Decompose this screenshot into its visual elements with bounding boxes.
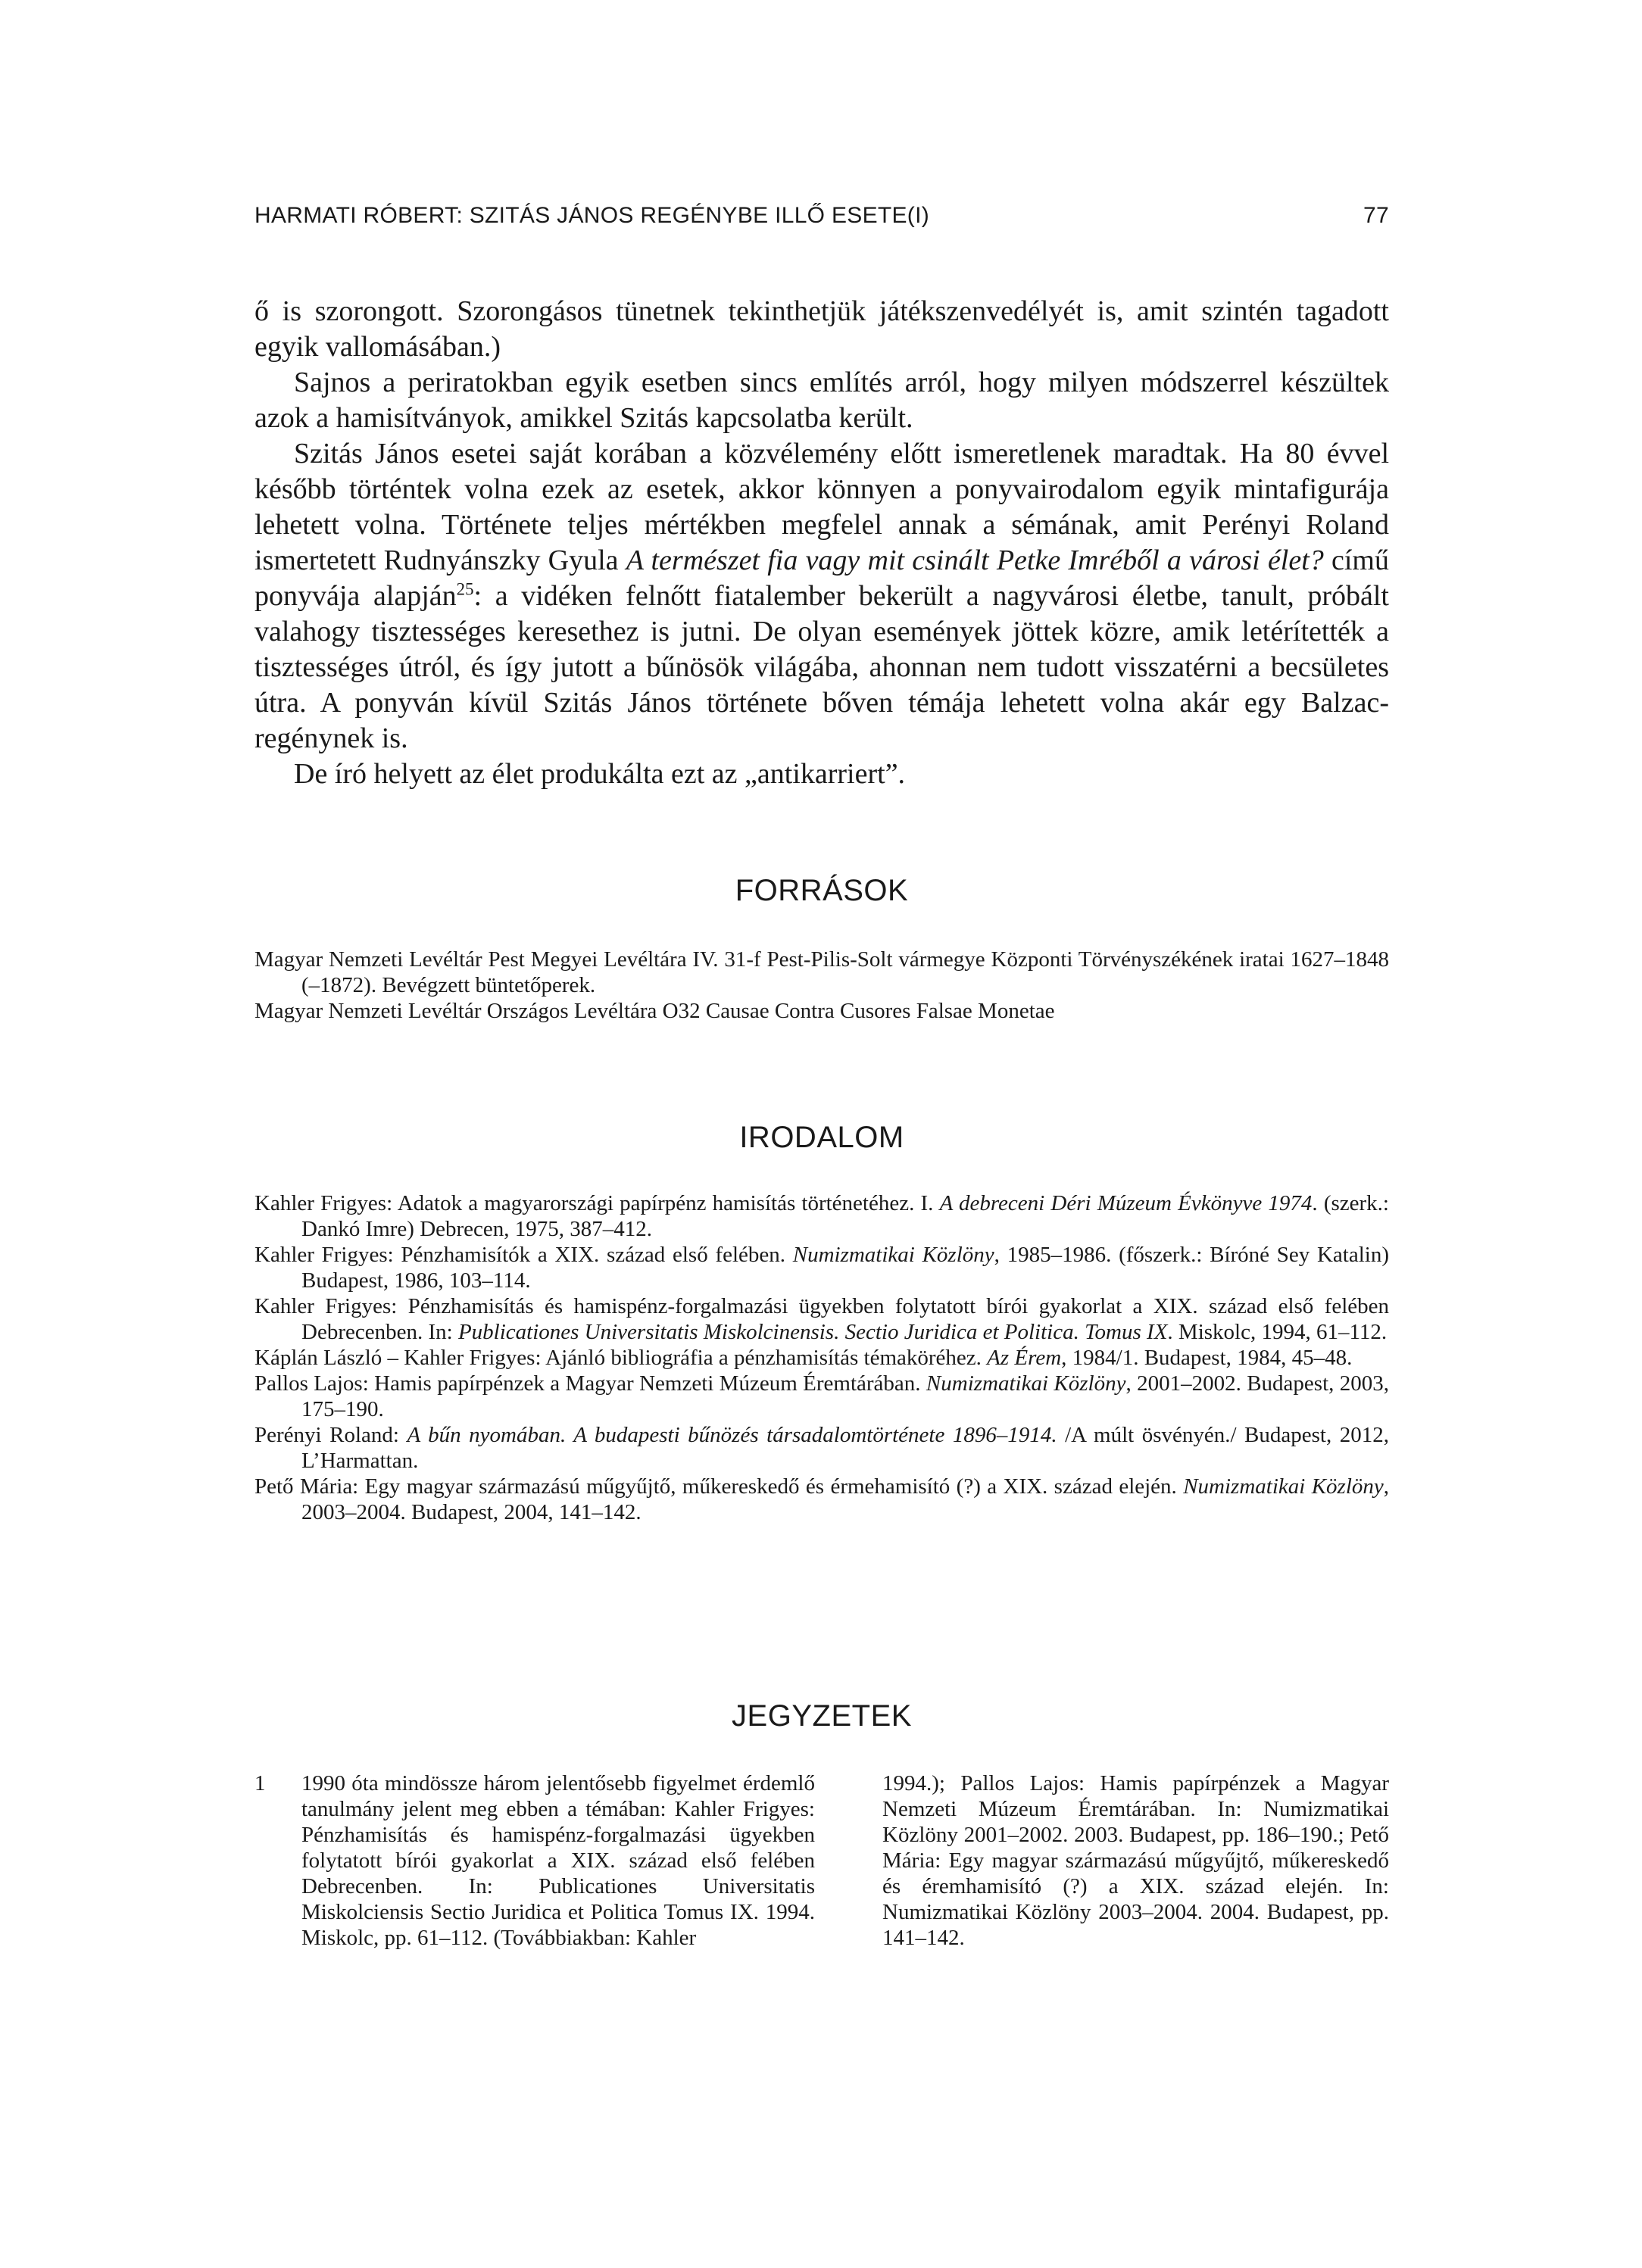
ref-text: Pető Mária: Egy magyar származású műgyűjtő, műkereskedő és érmehamisító (?) a XIX. század elején. bbox=[254, 1474, 1184, 1499]
notes-right-column: 1994.); Pallos Lajos: Hamis papírpénzek a Magyar Nemzeti Múzeum Éremtárában. In: Numizmatikai Közlöny 2001–2002. 2003. Budapest, pp. 186–190.; Pető Mária: Egy magyar származású műgyűjtő, műkereskedő és éremhamisító (?) a XIX. század elején. In: Numizmatikai Közlöny 2003–2004. 2004. Budapest, pp. 141–142. bbox=[882, 1771, 1389, 1950]
ref-italic: A bűn nyomában. A budapesti bűnözés társadalomtörténete 1896–1914. bbox=[407, 1423, 1057, 1447]
ref-text: , 1984/1. Budapest, 1984, 45–48. bbox=[1061, 1346, 1353, 1370]
ref-text: Káplán László – Kahler Frigyes: Ajánló bibliográfia a pénzhamisítás témaköréhez. bbox=[254, 1346, 988, 1370]
reference-item bbox=[254, 1371, 1389, 1422]
reference-item bbox=[254, 1242, 1389, 1293]
literature-heading: IRODALOM bbox=[739, 1121, 904, 1154]
paragraph bbox=[254, 436, 1389, 757]
ref-italic: Numizmatikai Közlöny bbox=[1183, 1474, 1384, 1499]
reference-item bbox=[254, 1190, 1389, 1242]
reference-item bbox=[254, 1345, 1389, 1371]
ref-text: . (szerk.: Dankó Imre) Debrecen, 1975, 387–412. bbox=[301, 1191, 1389, 1241]
ref-italic: A debreceni Déri Múzeum Évkönyve 1974 bbox=[939, 1191, 1313, 1215]
sources-list bbox=[254, 947, 1389, 1024]
ref-text: Kahler Frigyes: Pénzhamisítás és hamispénz-forgalmazási ügyekben folytatott bírói gyakorlat a XIX. század első felében Debrecenben. In: bbox=[254, 1294, 1389, 1344]
running-title: HARMATI RÓBERT: SZITÁS JÁNOS REGÉNYBE ILLŐ ESETE(I) bbox=[254, 203, 930, 228]
paragraph: ő is szorongott. Szorongásos tünetnek tekinthetjük játékszenvedélyét is, amit szintén tagadott egyik vallomásában.) bbox=[254, 295, 1389, 363]
ref-text: Kahler Frigyes: Adatok a magyarországi papírpénz hamisítás történetéhez. I. bbox=[254, 1191, 940, 1215]
note-text: 1990 óta mindössze három jelentősebb figyelmet érdemlő tanulmány jelent meg ebben a témában: Kahler Frigyes: Pénzhamisítás és hamispénz-forgalmazási ügyekben folytatott bírói gyakorlat a XIX. század első felében Debrecenben. In: Publicationes Universitatis Miskolciensis Sectio Juridica et Politica Tomus IX. 1994. Miskolc, pp. 61–112. (Továbbiakban: Kahler bbox=[301, 1771, 815, 1950]
italic-title: A természet fia vagy mit csinált Petke Imréből a városi élet? bbox=[626, 544, 1324, 576]
ref-italic: Publicationes Universitatis Miskolcinensis. Sectio Juridica et Politica. Tomus IX bbox=[457, 1320, 1168, 1344]
paragraph: De író helyett az élet produkálta ezt az „antikarriert”. bbox=[294, 758, 906, 790]
page-number: 77 bbox=[1363, 203, 1389, 228]
ref-italic: Numizmatikai Közlöny bbox=[792, 1243, 994, 1267]
ref-text: Kahler Frigyes: Pénzhamisítók a XIX. század első felében. bbox=[254, 1243, 793, 1267]
literature-list bbox=[254, 1190, 1389, 1525]
ref-text: Perényi Roland: bbox=[254, 1423, 407, 1447]
source-item: Magyar Nemzeti Levéltár Pest Megyei Levéltára IV. 31-f Pest-Pilis-Solt vármegye Központi Törvényszékének iratai 1627–1848 (–1872). Bevégzett büntetőperek. bbox=[254, 947, 1389, 997]
notes-heading: JEGYZETEK bbox=[732, 1699, 912, 1733]
footnote-ref: 25 bbox=[456, 579, 474, 599]
ref-text: Pallos Lajos: Hamis papírpénzek a Magyar Nemzeti Múzeum Éremtárában. bbox=[254, 1371, 926, 1396]
ref-text: /A múlt ösvényén./ Budapest, 2012, L’Harmattan. bbox=[301, 1423, 1389, 1473]
source-item: Magyar Nemzeti Levéltár Országos Levéltára O32 Causae Contra Cusores Falsae Monetae bbox=[254, 999, 1055, 1023]
text-run: Szitás János esetei saját korában a közvélemény előtt ismeretlenek maradtak. Ha 80 évvel később történtek volna ezek az esetek, akkor könnyen a ponyvairodalom egyik mintafigurája lehetett volna. Története teljes mértékben megfelel annak a sémának, amit Perényi Roland ismertetett Rudnyánszky Gyula bbox=[254, 438, 1389, 576]
note-number: 1 bbox=[254, 1771, 266, 1795]
reference-item bbox=[254, 1293, 1389, 1345]
reference-item bbox=[254, 1422, 1389, 1474]
ref-italic: Numizmatikai Közlöny bbox=[926, 1371, 1126, 1396]
body-text bbox=[254, 294, 1389, 792]
notes-left-column bbox=[254, 1770, 815, 1951]
ref-text: . Miskolc, 1994, 61–112. bbox=[1167, 1320, 1388, 1344]
ref-text: , 2003–2004. Budapest, 2004, 141–142. bbox=[301, 1474, 1390, 1524]
ref-italic: Az Érem bbox=[987, 1346, 1062, 1370]
reference-item bbox=[254, 1474, 1389, 1525]
ref-text: , 1985–1986. (főszerk.: Bíróné Sey Katalin) Budapest, 1986, 103–114. bbox=[301, 1243, 1390, 1293]
paragraph: Sajnos a periratokban egyik esetben sincs említés arról, hogy milyen módszerrel készültek azok a hamisítványok, amikkel Szitás kapcsolatba került. bbox=[254, 367, 1389, 434]
text-run: című ponyvája alapján bbox=[254, 544, 1389, 612]
ref-text: , 2001–2002. Budapest, 2003, 175–190. bbox=[301, 1371, 1389, 1421]
running-header bbox=[254, 203, 1389, 229]
sources-heading: FORRÁSOK bbox=[735, 874, 909, 907]
text-run: : a vidéken felnőtt fiatalember bekerült a nagyvárosi életbe, tanult, próbált valahogy tisztességes keresethez is jutni. De olyan események jöttek közre, amik letérítették a tisztességes útról, és így jutott a bűnösök világába, ahonnan nem tudott visszatérni a becsületes útra. A ponyván kívül Szitás János története bőven témája lehetett volna akár egy Balzac-regénynek is. bbox=[254, 580, 1389, 754]
